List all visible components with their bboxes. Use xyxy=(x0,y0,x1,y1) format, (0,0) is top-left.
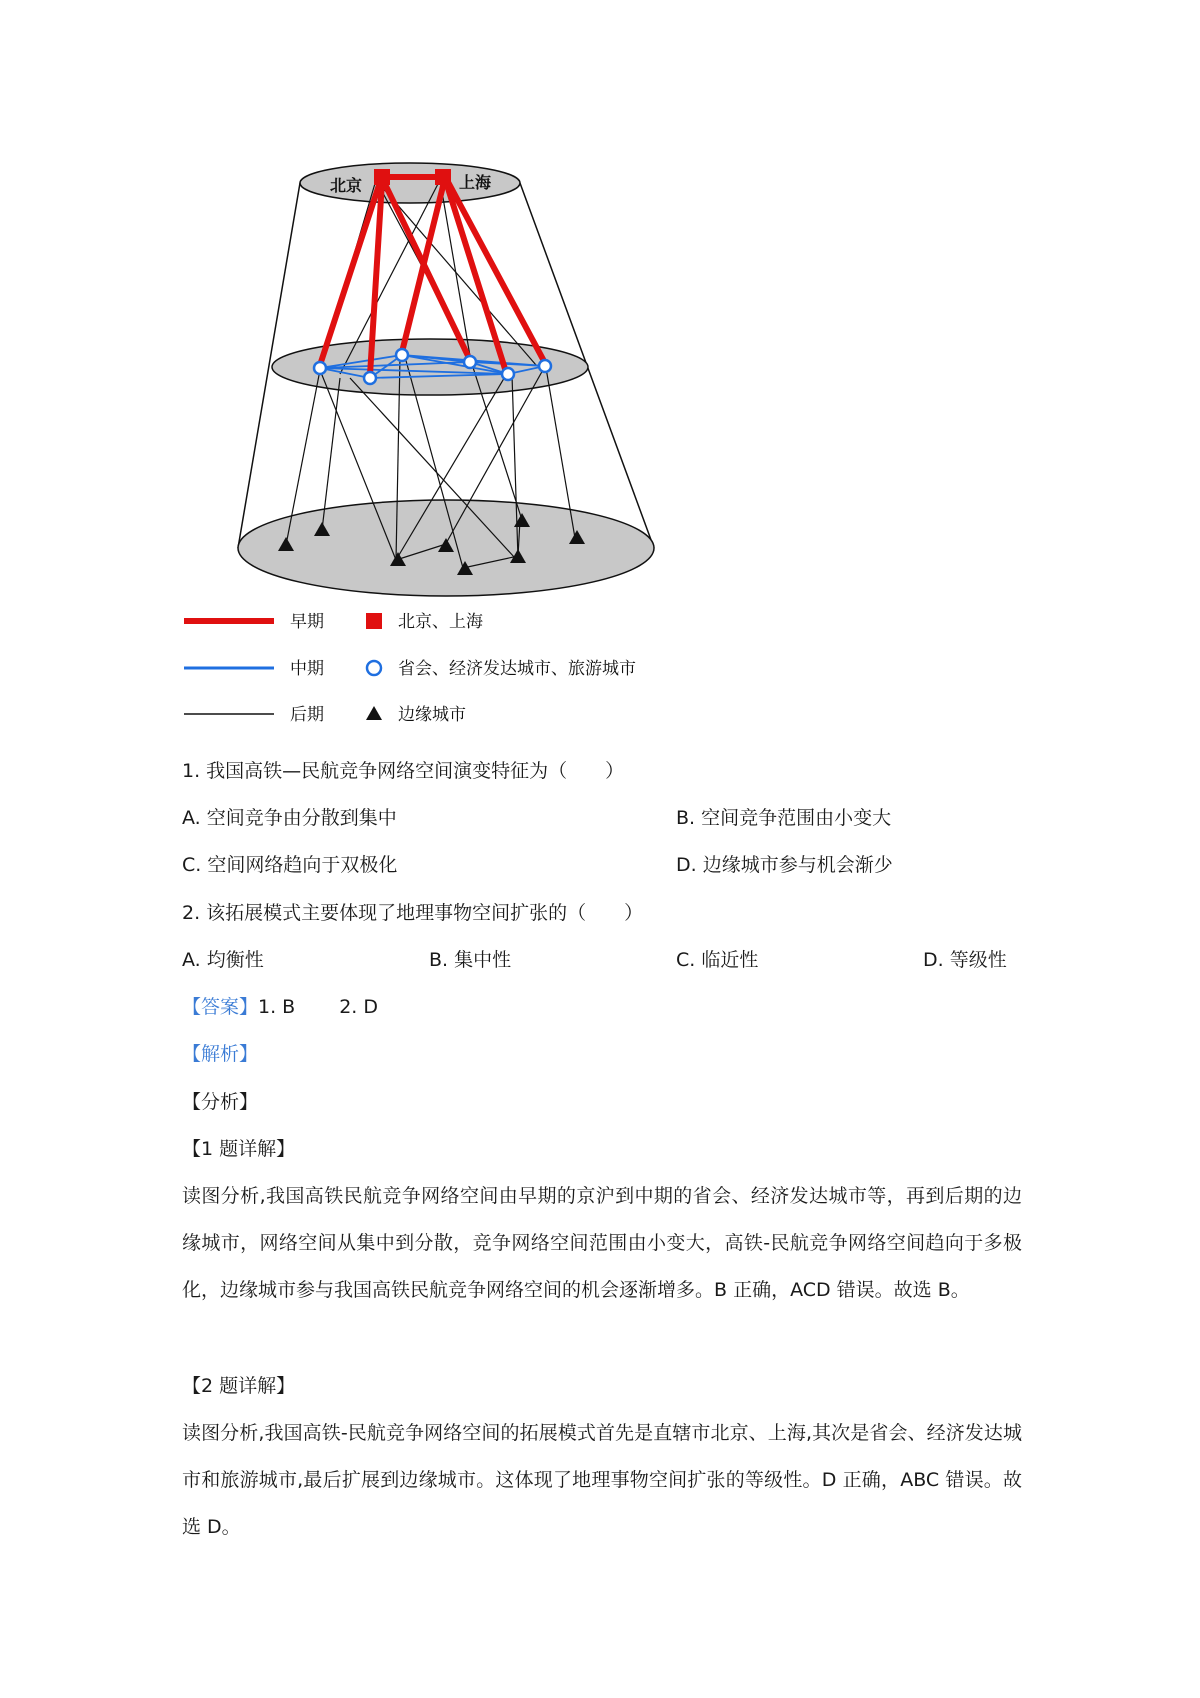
q1-option-d: D. 边缘城市参与机会渐少 xyxy=(676,854,893,876)
legend-early-label: 早期 xyxy=(290,612,324,632)
legend-late-marker-label: 边缘城市 xyxy=(398,705,466,725)
legend xyxy=(184,612,636,725)
legend-late-label: 后期 xyxy=(290,705,324,725)
beijing-label: 北京 xyxy=(330,176,363,195)
detail-1-label: 【1 题详解】 xyxy=(182,1138,296,1160)
detail-1-text: 读图分析,我国高铁民航竞争网络空间由早期的京沪到中期的省会、经济发达城市等，再到后期的边缘城市，网络空间从集中到分散，竞争网络空间范围由小变大，高铁-民航竞争网络空间趋向于多极化，边缘城市参与我国高铁民航竞争网络空间的机会逐渐增多。B 正确，ACD 错误。故选 B。 xyxy=(182,1185,1022,1301)
q1-option-c: C. 空间网络趋向于双极化 xyxy=(182,854,398,876)
legend-early-marker-label: 北京、上海 xyxy=(398,612,483,632)
analysis-label: 【解析】 xyxy=(182,1043,259,1065)
q2-option-b: B. 集中性 xyxy=(429,949,512,971)
legend-blue-circle-icon xyxy=(367,661,381,675)
legend-middle-marker-label: 省会、经济发达城市、旅游城市 xyxy=(398,659,636,679)
legend-middle-label: 中期 xyxy=(290,659,324,679)
answer-2: 2. D xyxy=(339,996,379,1018)
q2-stem: 2. 该拓展模式主要体现了地理事物空间扩张的（ ） xyxy=(182,902,644,924)
q1-option-b: B. 空间竞争范围由小变大 xyxy=(676,807,892,829)
shanghai-node xyxy=(435,169,451,185)
network-diagram xyxy=(0,0,1200,740)
legend-black-triangle-icon xyxy=(366,706,382,720)
fenxi-label: 【分析】 xyxy=(182,1091,259,1113)
shanghai-label: 上海 xyxy=(459,173,492,192)
q2-option-a: A. 均衡性 xyxy=(182,949,264,971)
q1-stem: 1. 我国高铁—民航竞争网络空间演变特征为（ ） xyxy=(182,760,625,782)
q2-option-d: D. 等级性 xyxy=(923,949,1007,971)
detail-2-label: 【2 题详解】 xyxy=(182,1375,296,1397)
answer-label: 【答案】 xyxy=(182,996,259,1018)
q2-option-c: C. 临近性 xyxy=(676,949,759,971)
answer-1: 1. B xyxy=(258,996,296,1018)
q1-option-a: A. 空间竞争由分散到集中 xyxy=(182,807,397,829)
legend-red-square-icon xyxy=(366,613,382,629)
answer-line xyxy=(182,993,378,1021)
detail-2-text: 读图分析,我国高铁-民航竞争网络空间的拓展模式首先是直辖市北京、上海,其次是省会、经济发达城市和旅游城市,最后扩展到边缘城市。这体现了地理事物空间扩张的等级性。D 正确，ABC 错误。故选 D。 xyxy=(182,1422,1022,1538)
beijing-node xyxy=(374,169,390,185)
